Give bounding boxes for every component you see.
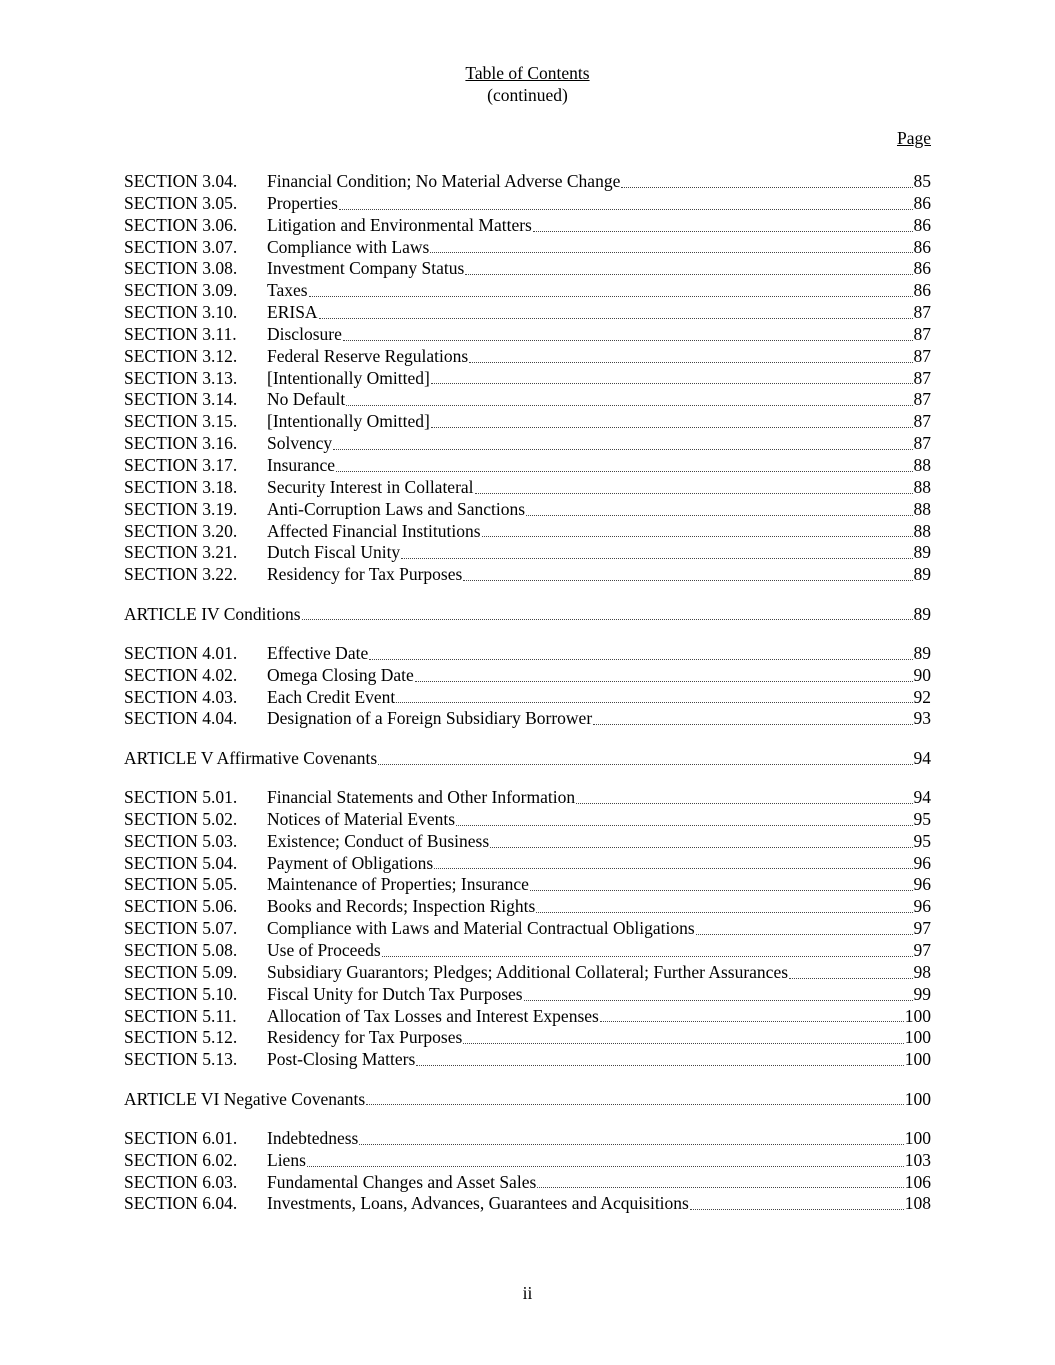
dot-leader	[463, 1042, 903, 1044]
toc-subtitle: (continued)	[487, 85, 568, 105]
section-number: SECTION 3.05.	[124, 192, 238, 213]
toc-section-entry[interactable]	[124, 433, 931, 455]
section-title: [Intentionally Omitted]	[267, 411, 430, 432]
toc-section-entry[interactable]	[124, 643, 931, 665]
spacer	[124, 625, 931, 643]
page-ref: 89	[913, 642, 931, 663]
section-title: ERISA	[267, 302, 318, 323]
section-number: SECTION 3.06.	[124, 214, 238, 235]
section-number: SECTION 5.11.	[124, 1005, 237, 1026]
toc-section-entry[interactable]	[124, 521, 931, 543]
page-ref: 87	[913, 367, 931, 388]
page-ref: 95	[913, 830, 931, 851]
page-ref: 88	[913, 498, 931, 519]
section-title: Properties	[267, 192, 338, 213]
spacer	[124, 586, 931, 604]
toc-section-entry[interactable]	[124, 1049, 931, 1071]
section-number: SECTION 6.03.	[124, 1171, 238, 1192]
page-ref: 86	[913, 214, 931, 235]
spacer	[124, 1071, 931, 1089]
section-number: SECTION 5.06.	[124, 896, 238, 917]
spacer	[124, 770, 931, 788]
article-title: ARTICLE VI Negative Covenants	[124, 1088, 366, 1109]
section-title: Designation of a Foreign Subsidiary Borrower	[267, 708, 593, 729]
toc-section-entry[interactable]	[124, 368, 931, 390]
toc-section-entry[interactable]	[124, 564, 931, 586]
page-ref: 87	[913, 389, 931, 410]
toc-section-entry[interactable]	[124, 940, 931, 962]
toc-section-entry[interactable]	[124, 1172, 931, 1194]
dot-leader	[463, 579, 912, 581]
article-title: ARTICLE IV Conditions	[124, 603, 301, 624]
dot-leader	[430, 251, 912, 253]
page-ref: 87	[913, 411, 931, 432]
dot-leader	[690, 1208, 904, 1210]
section-title: Investment Company Status	[267, 258, 465, 279]
toc-section-entry[interactable]	[124, 237, 931, 259]
page-ref: 94	[913, 747, 931, 768]
section-number: SECTION 5.01.	[124, 787, 238, 808]
page-ref: 100	[904, 1127, 931, 1148]
dot-leader	[482, 535, 913, 537]
page-ref: 90	[913, 664, 931, 685]
section-title: Effective Date	[267, 642, 369, 663]
page-ref: 100	[904, 1027, 931, 1048]
page-ref: 95	[913, 808, 931, 829]
toc-section-entry[interactable]	[124, 1006, 931, 1028]
section-title: Omega Closing Date	[267, 664, 414, 685]
section-number: SECTION 3.20.	[124, 520, 238, 541]
toc-section-entry[interactable]	[124, 193, 931, 215]
page-ref: 99	[913, 983, 931, 1004]
page-ref: 86	[913, 236, 931, 257]
page-ref: 108	[904, 1193, 931, 1214]
dot-leader	[431, 382, 913, 384]
dot-leader	[416, 1064, 903, 1066]
section-number: SECTION 3.09.	[124, 280, 238, 301]
toc-section-entry[interactable]	[124, 258, 931, 280]
spacer	[124, 730, 931, 748]
toc-section-entry[interactable]	[124, 1027, 931, 1049]
toc-section-entry[interactable]	[124, 477, 931, 499]
page-ref: 100	[904, 1049, 931, 1070]
section-number: SECTION 5.09.	[124, 961, 238, 982]
section-title: Affected Financial Institutions	[267, 520, 481, 541]
section-number: SECTION 5.13.	[124, 1049, 238, 1070]
section-number: SECTION 5.07.	[124, 918, 238, 939]
section-number: SECTION 4.03.	[124, 686, 238, 707]
dot-leader	[600, 1020, 904, 1022]
section-title: Subsidiary Guarantors; Pledges; Additional Collateral; Further Assurances	[267, 961, 789, 982]
toc-section-entry[interactable]	[124, 302, 931, 324]
toc-section-entry[interactable]	[124, 918, 931, 940]
page-ref: 88	[913, 520, 931, 541]
page-ref: 87	[913, 302, 931, 323]
section-title: Fundamental Changes and Asset Sales	[267, 1171, 537, 1192]
section-title: Investments, Loans, Advances, Guarantees and Acquisitions	[267, 1193, 689, 1214]
dot-leader	[475, 492, 913, 494]
toc-article-entry[interactable]	[124, 1089, 931, 1111]
section-title: Payment of Obligations	[267, 852, 434, 873]
section-number: SECTION 5.10.	[124, 983, 238, 1004]
dot-leader	[382, 955, 913, 957]
toc-section-entry[interactable]	[124, 389, 931, 411]
dot-leader	[333, 448, 912, 450]
section-number: SECTION 6.01.	[124, 1127, 238, 1148]
section-number: SECTION 5.02.	[124, 808, 238, 829]
section-title: Financial Statements and Other Information	[267, 787, 576, 808]
section-title: Each Credit Event	[267, 686, 396, 707]
section-title: Disclosure	[267, 323, 342, 344]
section-number: SECTION 3.21.	[124, 542, 238, 563]
section-number: SECTION 3.08.	[124, 258, 238, 279]
dot-leader	[456, 824, 912, 826]
page-ref: 86	[913, 280, 931, 301]
section-number: SECTION 5.04.	[124, 852, 238, 873]
dot-leader	[339, 208, 913, 210]
toc-section-entry[interactable]	[124, 280, 931, 302]
article-title: ARTICLE V Affirmative Covenants	[124, 747, 378, 768]
section-title: Compliance with Laws and Material Contractual Obligations	[267, 918, 695, 939]
page-ref: 86	[913, 258, 931, 279]
page-ref: 89	[913, 603, 931, 624]
section-title: Liens	[267, 1149, 306, 1170]
dot-leader	[469, 361, 912, 363]
section-title: Use of Proceeds	[267, 940, 381, 960]
spacer	[124, 1110, 931, 1128]
toc-section-entry[interactable]	[124, 665, 931, 687]
section-title: Taxes	[267, 280, 308, 301]
section-number: SECTION 3.18.	[124, 476, 238, 497]
page-ref: 96	[913, 874, 931, 895]
page-ref: 94	[913, 787, 931, 808]
section-title: Financial Condition; No Material Adverse Change	[267, 171, 621, 191]
dot-leader	[621, 186, 912, 188]
section-number: SECTION 5.12.	[124, 1027, 238, 1048]
section-number: SECTION 6.02.	[124, 1149, 238, 1170]
section-number: SECTION 3.19.	[124, 498, 238, 519]
section-number: SECTION 5.05.	[124, 874, 238, 895]
dot-leader	[696, 933, 913, 935]
section-number: SECTION 3.04.	[124, 171, 238, 191]
page-column-header: Page	[896, 128, 931, 148]
toc-section-entry[interactable]	[124, 215, 931, 237]
section-number: SECTION 5.03.	[124, 830, 238, 851]
toc-title: Table of Contents	[465, 63, 590, 83]
section-title: Dutch Fiscal Unity	[267, 542, 401, 563]
toc-section-entry[interactable]	[124, 787, 931, 809]
page-ref: 86	[913, 192, 931, 213]
section-number: SECTION 4.02.	[124, 664, 238, 685]
section-title: Allocation of Tax Losses and Interest Expenses	[267, 1005, 599, 1026]
page-ref: 106	[904, 1171, 931, 1192]
toc-section-entry[interactable]	[124, 171, 931, 193]
dot-leader	[307, 1165, 904, 1167]
toc-article-entry[interactable]	[124, 748, 931, 770]
toc-section-entry[interactable]	[124, 809, 931, 831]
dot-leader	[533, 230, 913, 232]
toc-article-entry[interactable]	[124, 604, 931, 626]
page-ref: 100	[904, 1088, 931, 1109]
section-number: SECTION 5.08.	[124, 940, 238, 960]
section-title: Post-Closing Matters	[267, 1049, 416, 1070]
toc-section-entry[interactable]	[124, 896, 931, 918]
dot-leader	[524, 999, 913, 1001]
section-title: Anti-Corruption Laws and Sanctions	[267, 498, 526, 519]
toc-section-entry[interactable]	[124, 411, 931, 433]
dot-leader	[369, 658, 912, 660]
section-number: SECTION 3.07.	[124, 236, 238, 257]
section-number: SECTION 3.16.	[124, 433, 238, 454]
section-title: Books and Records; Inspection Rights	[267, 896, 536, 917]
page-ref: 100	[904, 1005, 931, 1026]
page-ref: 87	[913, 323, 931, 344]
dot-leader	[526, 514, 912, 516]
section-title: Maintenance of Properties; Insurance	[267, 874, 529, 895]
dot-leader	[378, 763, 912, 765]
dot-leader	[343, 339, 913, 341]
section-title: Litigation and Environmental Matters	[267, 214, 532, 235]
section-number: SECTION 3.14.	[124, 389, 238, 410]
page-ref: 88	[913, 454, 931, 475]
dot-leader	[490, 846, 912, 848]
dot-leader	[359, 1143, 903, 1145]
section-title: [Intentionally Omitted]	[267, 367, 430, 388]
section-number: SECTION 6.04.	[124, 1193, 238, 1214]
toc-section-entry[interactable]	[124, 499, 931, 521]
section-title: Insurance	[267, 454, 336, 475]
page-ref: 89	[913, 542, 931, 563]
toc-section-entry[interactable]	[124, 687, 931, 709]
section-number: SECTION 4.01.	[124, 642, 238, 663]
page-ref: 97	[913, 940, 931, 960]
dot-leader	[537, 1186, 903, 1188]
page-ref: 88	[913, 476, 931, 497]
dot-leader	[465, 273, 912, 275]
page-ref: 96	[913, 852, 931, 873]
section-title: Federal Reserve Regulations	[267, 345, 469, 366]
toc-section-entry[interactable]	[124, 831, 931, 853]
section-number: SECTION 3.10.	[124, 302, 238, 323]
section-number: SECTION 4.04.	[124, 708, 238, 729]
page-ref: 87	[913, 433, 931, 454]
page-ref: 85	[913, 171, 931, 191]
toc-section-entry[interactable]	[124, 346, 931, 368]
dot-leader	[309, 295, 913, 297]
toc-section-entry[interactable]	[124, 874, 931, 896]
section-title: Residency for Tax Purposes	[267, 564, 463, 585]
section-number: SECTION 3.22.	[124, 564, 238, 585]
dot-leader	[415, 680, 913, 682]
section-number: SECTION 3.13.	[124, 367, 238, 388]
dot-leader	[789, 977, 912, 979]
page-ref: 92	[913, 686, 931, 707]
toc-section-entry[interactable]	[124, 1128, 931, 1150]
dot-leader	[366, 1103, 904, 1105]
dot-leader	[319, 317, 913, 319]
dot-leader	[302, 618, 913, 620]
dot-leader	[576, 802, 912, 804]
section-title: No Default	[267, 389, 346, 410]
dot-leader	[593, 723, 912, 725]
dot-leader	[401, 557, 912, 559]
toc-section-entry[interactable]	[124, 1150, 931, 1172]
section-title: Solvency	[267, 433, 333, 454]
section-title: Notices of Material Events	[267, 808, 456, 829]
toc-list	[124, 171, 931, 1215]
page-ref: 87	[913, 345, 931, 366]
toc-section-entry[interactable]	[124, 542, 931, 564]
dot-leader	[336, 470, 912, 472]
section-number: SECTION 3.11.	[124, 323, 237, 344]
page-ref: 97	[913, 918, 931, 939]
dot-leader	[396, 701, 912, 703]
toc-section-entry[interactable]	[124, 708, 931, 730]
page-ref: 89	[913, 564, 931, 585]
page-ref: 96	[913, 896, 931, 917]
page-ref: 103	[904, 1149, 931, 1170]
page-number: ii	[522, 1283, 533, 1303]
section-number: SECTION 3.15.	[124, 411, 238, 432]
section-number: SECTION 3.12.	[124, 345, 238, 366]
section-title: Fiscal Unity for Dutch Tax Purposes	[267, 983, 523, 1004]
dot-leader	[431, 426, 913, 428]
toc-section-entry[interactable]	[124, 853, 931, 875]
dot-leader	[434, 867, 912, 869]
section-title: Residency for Tax Purposes	[267, 1027, 463, 1048]
toc-section-entry[interactable]	[124, 984, 931, 1006]
toc-section-entry[interactable]	[124, 455, 931, 477]
page-ref: 98	[913, 961, 931, 982]
section-title: Indebtedness	[267, 1127, 359, 1148]
dot-leader	[346, 404, 912, 406]
toc-section-entry[interactable]	[124, 324, 931, 346]
toc-title-block	[0, 62, 1055, 106]
section-title: Compliance with Laws	[267, 236, 430, 257]
dot-leader	[536, 911, 912, 913]
toc-section-entry[interactable]	[124, 1193, 931, 1215]
section-title: Security Interest in Collateral	[267, 476, 474, 497]
toc-section-entry[interactable]	[124, 962, 931, 984]
section-number: SECTION 3.17.	[124, 454, 238, 475]
page-ref: 93	[913, 708, 931, 729]
section-title: Existence; Conduct of Business	[267, 830, 490, 851]
dot-leader	[530, 889, 913, 891]
